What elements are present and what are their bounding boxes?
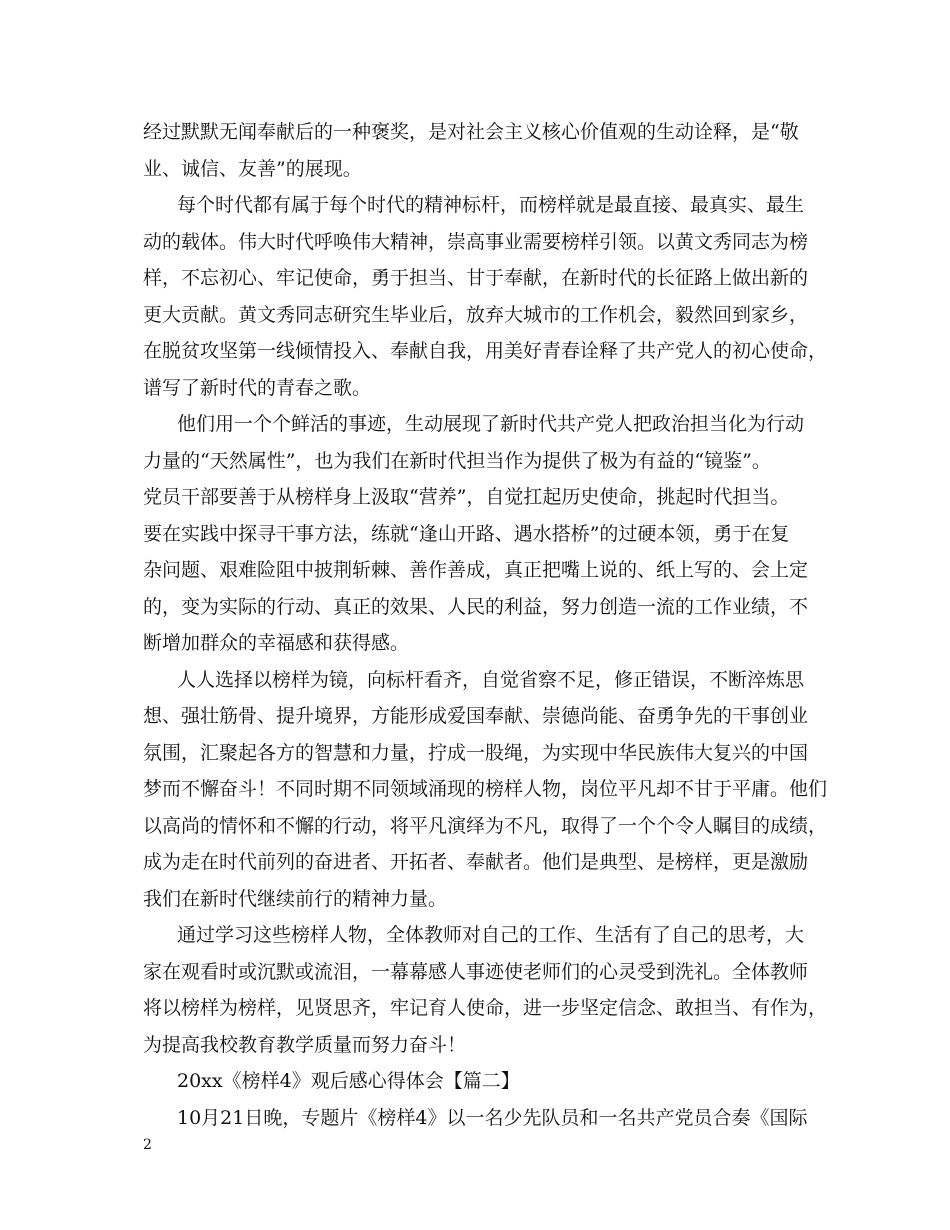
- text-line: 在脱贫攻坚第一线倾情投入、奉献自我，用美好青春诠释了共产党人的初心使命，: [143, 340, 828, 362]
- text-line: 要在实践中探寻干事方法，练就“逢山开路、遇水搭桥”的过硬本领，勇于在复: [143, 522, 790, 545]
- text-line: 经过默默无闻奉献后的一种褒奖，是对社会主义核心价值观的生动诠释，是“敬: [143, 121, 799, 143]
- paragraph-start-line: 每个时代都有属于每个时代的精神标杆，而榜样就是最直接、最真实、最生: [177, 194, 805, 216]
- text-line: 成为走在时代前列的奋进者、开拓者、奉献者。他们是典型、是榜样，更是激励: [143, 851, 809, 873]
- text-line: 我们在新时代继续前行的精神力量。: [143, 887, 448, 910]
- text-line: 梦而不懈奋斗！不同时期不同领域涌现的榜样人物，岗位平凡却不甘于平庸。他们: [143, 778, 828, 800]
- text-line: 杂问题、艰难险阻中披荆斩棘、善作善成，真正把嘴上说的、纸上写的、会上定: [143, 559, 809, 581]
- text-line: 业、诚信、友善”的展现。: [143, 157, 362, 180]
- text-line: 以高尚的情怀和不懈的行动，将平凡演绎为不凡，取得了一个个令人瞩目的成绩，: [143, 814, 828, 837]
- text-line: 力量的“天然属性”，也为我们在新时代担当作为提供了极为有益的“镜鉴”。: [143, 449, 771, 472]
- text-line: 家在观看时或沉默或流泪，一幕幕感人事迹使老师们的心灵受到洗礼。全体教师: [143, 960, 809, 983]
- text-line: 动的载体。伟大时代呼唤伟大精神，崇高事业需要榜样引领。以黄文秀同志为榜: [143, 230, 809, 253]
- text-line: 样，不忘初心、牢记使命，勇于担当、甘于奉献，在新时代的长征路上做出新的: [143, 267, 809, 289]
- text-line: 的，变为实际的行动、真正的效果、人民的利益，努力创造一流的工作业绩，不: [143, 595, 809, 618]
- paragraph-start-line: 通过学习这些榜样人物，全体教师对自己的工作、生活有了自己的思考，大: [177, 924, 805, 946]
- page-number: 2: [143, 1137, 152, 1153]
- paragraph-start-line: 人人选择以榜样为镜，向标杆看齐，自觉省察不足，修正错误，不断淬炼思: [177, 668, 805, 691]
- text-line: 谱写了新时代的青春之歌。: [143, 376, 372, 399]
- text-line: 党员干部要善于从榜样身上汲取“营养”，自觉扛起历史使命，挑起时代担当。: [143, 486, 790, 508]
- text-line: 为提高我校教育教学质量而努力奋斗！: [143, 1033, 467, 1056]
- text-line: 更大贡献。黄文秀同志研究生毕业后，放弃大城市的工作机会，毅然回到家乡，: [143, 303, 809, 326]
- paragraph-start-line: 10月21日晚，专题片《榜样4》以一名少先队员和一名共产党员合奏《国际: [177, 1106, 808, 1129]
- text-line: 想、强壮筋骨、提升境界，方能形成爱国奉献、崇德尚能、奋勇争先的干事创业: [143, 705, 809, 727]
- text-line: 将以榜样为榜样，见贤思齐，牢记育人使命，进一步坚定信念、敢担当、有作为，: [143, 997, 828, 1019]
- text-line: 氛围，汇聚起各方的智慧和力量，拧成一股绳，为实现中华民族伟大复兴的中国: [143, 741, 809, 764]
- section-heading: 20xx《榜样4》观后感心得体会【篇二】: [177, 1070, 520, 1092]
- text-line: 断增加群众的幸福感和获得感。: [143, 632, 410, 654]
- body-text: [143, 114, 828, 1136]
- paragraph-start-line: 他们用一个个鲜活的事迹，生动展现了新时代共产党人把政治担当化为行动: [177, 413, 805, 435]
